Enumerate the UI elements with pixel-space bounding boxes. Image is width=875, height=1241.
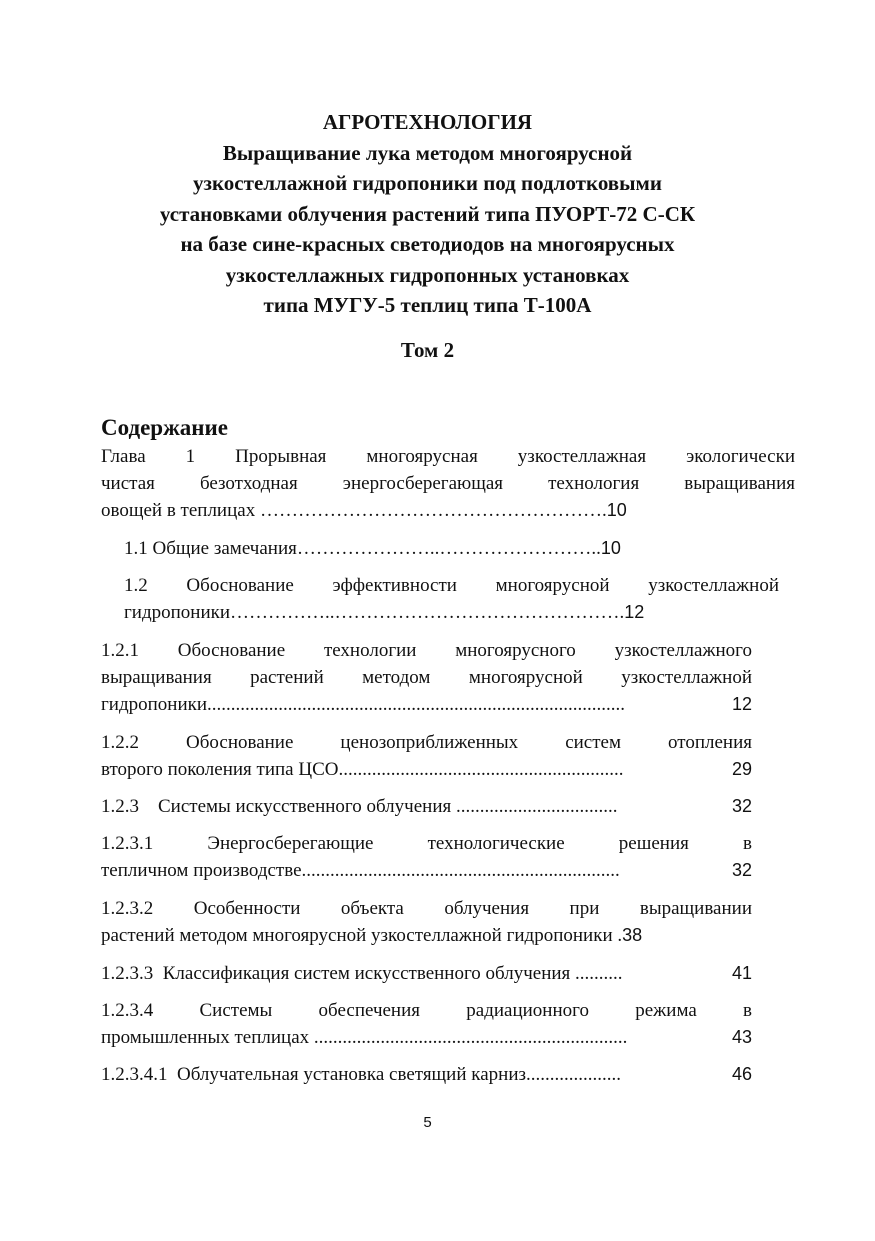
page-number: 5 (423, 1114, 432, 1131)
toc-entry-text: 1.2.3.4.1 Облучательная установка светящий карниз (101, 1064, 526, 1085)
toc-entry-text: промышленных теплицах (101, 1027, 314, 1048)
title-line: установками облучения растений типа ПУОРТ-72 С-СК (159, 201, 696, 226)
toc-entry-1-2-3-2[interactable] (101, 895, 752, 949)
toc-page-number: 43 (731, 1027, 752, 1047)
toc-page-number: 38 (622, 925, 643, 945)
toc-entry-line: 1.2.3.2 Особенности объекта облучения при выращивании (101, 898, 752, 919)
toc-entry-text: 1.1 Общие замечания (124, 538, 297, 559)
toc-entry-line (101, 1061, 752, 1088)
toc-entry-line: выращивания растений методом многоярусной узкостеллажной (101, 667, 752, 688)
toc-entry-1-2-3[interactable] (101, 793, 752, 820)
title-line: узкостеллажных гидропонных установках (225, 262, 630, 287)
toc-heading: Содержание (101, 415, 228, 440)
toc-entry-text: 1.2.3.3 Классификация систем искусственного облучения (101, 963, 576, 984)
toc-page-number: 10 (606, 500, 627, 520)
toc-entry-line: 1.2.3.1 Энергосберегающие технологические решения в (101, 833, 752, 854)
toc-entry-line (124, 599, 779, 626)
toc-page-number: 12 (731, 694, 752, 714)
title-line: на базе сине-красных светодиодов на многоярусных (180, 232, 675, 256)
toc-page-number: 29 (731, 759, 752, 779)
toc-entry-1-2-3-4[interactable] (101, 997, 752, 1051)
toc-leader-dots: .................... (526, 1064, 621, 1085)
toc-entry-line: 1.2.1 Обоснование технологии многоярусного узкостеллажного (101, 640, 752, 661)
toc-entry-line (101, 691, 752, 718)
toc-page-number: 41 (731, 963, 752, 983)
toc-leader-dots: ............................................................ (338, 759, 624, 780)
toc-page-number: 12 (624, 602, 645, 622)
toc-entry-text: гидропоники (124, 602, 231, 623)
title-line: Выращивание лука методом многоярусной (222, 140, 633, 165)
toc-entry-text: 1.2.3 Системы искусственного облучения (101, 796, 456, 817)
toc-entry-1-2-1[interactable] (101, 637, 752, 718)
toc-entry-1-2-2[interactable] (101, 729, 752, 783)
toc-leader-dots: ........................................................................................ (207, 694, 626, 715)
toc-entry-text: второго поколения типа ЦСО (101, 759, 339, 780)
toc-entry-line (101, 922, 752, 949)
toc-entry-line: 1.2 Обоснование эффективности многоярусной узкостеллажной (124, 575, 779, 596)
toc-leader-dots: .......... (575, 963, 623, 984)
toc-entry-line (101, 793, 752, 820)
volume-label: Том 2 (400, 338, 455, 362)
toc-entry-line: 1.2.2 Обоснование ценозоприближенных систем отопления (101, 732, 752, 753)
toc-leader-dots: .................................. (455, 796, 618, 817)
toc-entry-line: 1.2.3.4 Системы обеспечения радиационного режима в (101, 1000, 752, 1021)
toc-page-number: 32 (731, 796, 752, 816)
toc-entry-text: гидропоники (101, 694, 208, 715)
toc-entry-text: тепличном производстве (101, 860, 302, 881)
toc-page-number: 46 (731, 1064, 752, 1084)
toc-leader-dots: ……………..………………………………………. (230, 602, 625, 623)
toc-entry-line (101, 960, 752, 987)
toc-entry-1-2-3-4-1[interactable] (101, 1061, 752, 1088)
toc-entry-1-2[interactable] (124, 572, 779, 626)
toc-entry-1-2-3-1[interactable] (101, 830, 752, 884)
toc-entry-text: растений методом многоярусной узкостеллажной гидропоники . (101, 925, 623, 946)
toc-leader-dots: ................................................................... (301, 860, 620, 881)
toc-entry-1-1[interactable] (124, 535, 784, 562)
toc-leader-dots: .................................................................. (313, 1027, 628, 1048)
document-title (60, 107, 795, 321)
toc-entry-line (124, 535, 784, 562)
toc-entry-line: чистая безотходная энергосберегающая технология выращивания (101, 473, 795, 494)
toc-entry-line (101, 857, 752, 884)
toc-entry-1-2-3-3[interactable] (101, 960, 752, 987)
toc-page-number: 10 (600, 538, 621, 558)
toc-entry-text: овощей в теплицах (101, 500, 260, 521)
toc-entry-line (101, 497, 795, 524)
toc-leader-dots: …………………..…………………….. (296, 538, 601, 559)
title-line: АГРОТЕХНОЛОГИЯ (322, 110, 533, 134)
toc-entry-chapter-1[interactable] (101, 443, 795, 524)
toc-entry-line (101, 1024, 752, 1051)
toc-entry-line (101, 756, 752, 783)
toc-leader-dots: ………………………………………………. (259, 500, 607, 521)
title-line: узкостеллажной гидропоники под подлотковыми (193, 171, 662, 195)
toc-page-number: 32 (731, 860, 752, 880)
toc-entry-line: Глава 1 Прорывная многоярусная узкостеллажная экологически (101, 446, 795, 467)
title-line: типа МУГУ-5 теплиц типа Т-100А (263, 293, 592, 317)
